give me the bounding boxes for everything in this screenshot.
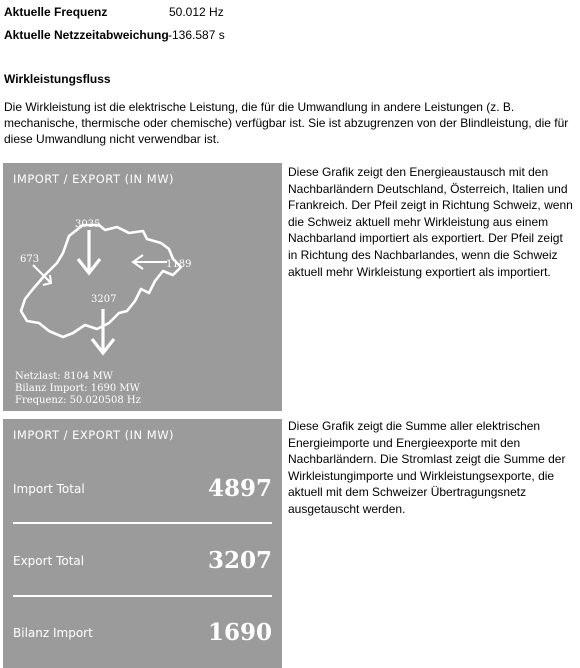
frequency-value: 50.012 Hz xyxy=(169,5,224,19)
net-load: Netzlast: 8104 MW xyxy=(15,371,113,382)
time-deviation-value: -136.587 s xyxy=(168,28,225,42)
italy-arrow-icon xyxy=(92,309,114,353)
map-description: Diese Grafik zeigt den Energieaustausch mit den Nachbarländern Deutschland, Österreich, Italien und Frankreich. Der Pfeil zeigt in Richtung Schweiz, wenn die Schweiz aktuell mehr Wirkleistung aus einem Nachbarland importiert als exportiert. Der Pfeil zeigt in Richtung des Nachbarlandes, wenn die Schweiz aktuell mehr Wirkleistung exportiert als importiert. xyxy=(288,165,573,279)
totals-description: Diese Grafik zeigt die Summe aller elektrischen Energieimporte und Energieexporte mit den Nachbarländern. Die Stromlast zeigt die Summe der Wirkleistungimporte und Wirkleistungsexporte, die aktuell mit dem Schweizer Übertragungsnetz ausgetauscht werden. xyxy=(288,419,566,516)
divider xyxy=(13,522,272,524)
export-total-label: Export Total xyxy=(13,554,85,568)
france-arrow-icon xyxy=(33,265,51,285)
import-total-label: Import Total xyxy=(13,482,85,496)
italy-flow-value: 3207 xyxy=(91,294,117,305)
frequency-stat: Frequenz: 50.020508 Hz xyxy=(15,395,141,406)
austria-arrow-icon xyxy=(133,255,167,269)
import-total-value: 4897 xyxy=(207,475,272,502)
time-deviation-label: Aktuelle Netzzeitabweichung xyxy=(4,28,169,42)
import-export-totals-panel xyxy=(3,419,282,668)
frequency-label: Aktuelle Frequenz xyxy=(4,5,108,19)
austria-flow-value: 1189 xyxy=(166,259,192,270)
map-panel-title: IMPORT / EXPORT (IN MW) xyxy=(13,172,175,186)
germany-flow-value: 3035 xyxy=(75,219,101,230)
germany-arrow-icon xyxy=(78,230,100,273)
balance-import-value: 1690 xyxy=(207,619,272,646)
balance-import: Bilanz Import: 1690 MW xyxy=(15,383,140,394)
section-title: Wirkleistungsfluss xyxy=(4,72,111,86)
switzerland-outline xyxy=(21,225,181,337)
divider xyxy=(13,595,272,597)
export-total-value: 3207 xyxy=(207,547,272,574)
france-flow-value: 673 xyxy=(20,254,40,265)
intro-paragraph: Die Wirkleistung ist die elektrische Leistung, die für die Umwandlung in andere Leistungen (z. B. mechanische, thermische oder chemische) verfügbar ist. Sie ist abzugrenzen von der Blindleistung, die für diese Umwandlung nicht verwendbar ist. xyxy=(4,100,569,146)
totals-panel-title: IMPORT / EXPORT (IN MW) xyxy=(13,428,175,442)
import-export-map-panel xyxy=(3,163,282,411)
balance-import-label: Bilanz Import xyxy=(13,626,93,640)
